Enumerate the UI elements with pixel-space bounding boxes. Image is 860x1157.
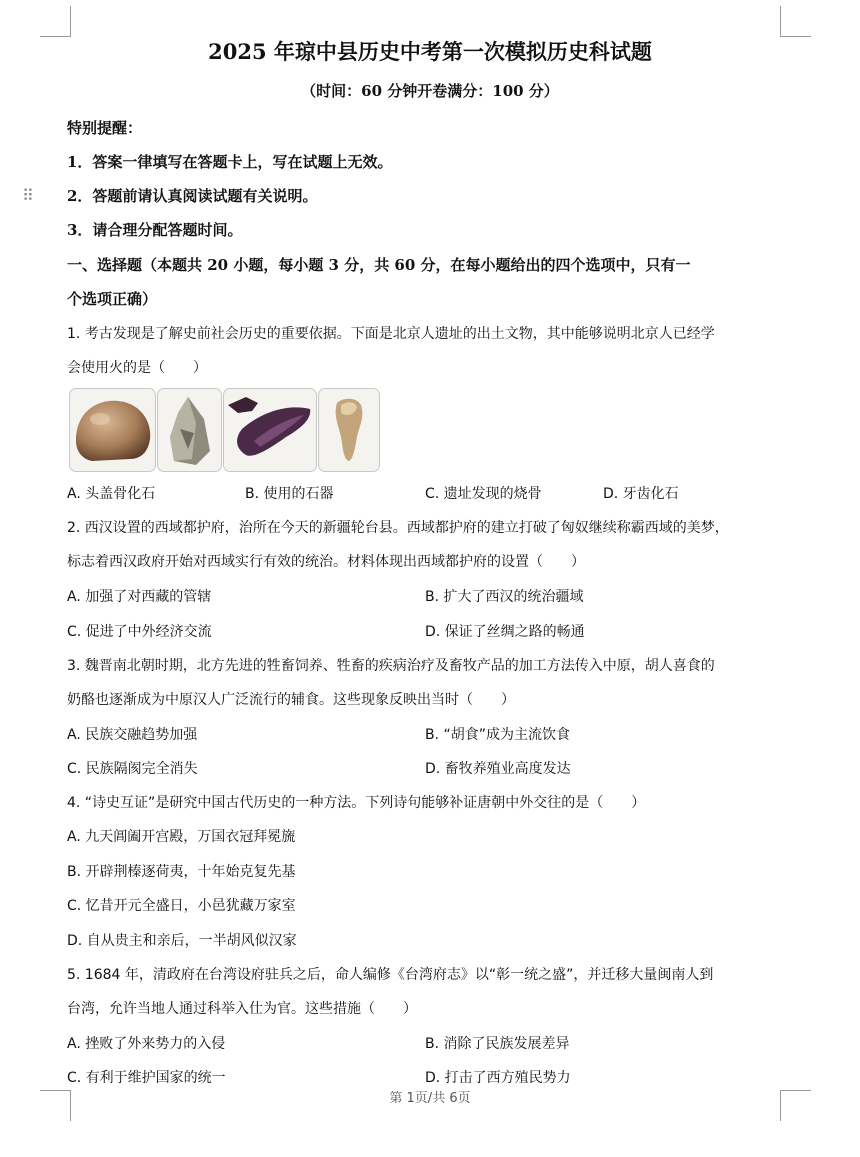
- q1-option-b[interactable]: B. 使用的石器: [245, 486, 334, 502]
- question-5-text-cont: 台湾，允许当地人通过科举入仕为官。这些措施（ ）: [67, 1001, 417, 1017]
- q5-option-d[interactable]: D. 打击了西方殖民势力: [425, 1070, 571, 1086]
- q4-option-d[interactable]: D. 自从贵主和亲后，一半胡风似汉家: [67, 933, 297, 949]
- q5-option-b[interactable]: B. 消除了民族发展差异: [425, 1036, 570, 1052]
- q3-option-c[interactable]: C. 民族隔阂完全消失: [67, 761, 198, 777]
- question-3-text: 3. 魏晋南北朝时期，北方先进的牲畜饲养、牲畜的疾病治疗及畜牧产品的加工方法传入中原，胡人喜食的: [67, 658, 715, 674]
- question-3-text-cont: 奶酪也逐渐成为中原汉人广泛流行的辅食。这些现象反映出当时（ ）: [67, 692, 515, 708]
- q1-option-c[interactable]: C. 遗址发现的烧骨: [425, 486, 542, 502]
- note-item: 1．答案一律填写在答题卡上，写在试题上无效。: [67, 153, 393, 171]
- q4-option-c[interactable]: C. 忆昔开元全盛日，小邑犹藏万家室: [67, 898, 296, 914]
- q4-option-b[interactable]: B. 开辟荆榛逐荷夷，十年始克复先基: [67, 864, 296, 880]
- burnt-bone-image: [223, 388, 317, 472]
- q4-option-a[interactable]: A. 九天阊阖开宫殿，万国衣冠拜冕旒: [67, 829, 296, 845]
- skull-fossil-image: [69, 388, 156, 472]
- question-5-text: 5. 1684 年，清政府在台湾设府驻兵之后，命人编修《台湾府志》以“彰一统之盛”，并迁移大量闽南人到: [67, 967, 714, 983]
- question-4-text: 4. “诗史互证”是研究中国古代历史的一种方法。下列诗句能够补证唐朝中外交往的是（ ）: [67, 795, 646, 811]
- q2-option-a[interactable]: A. 加强了对西藏的管辖: [67, 589, 212, 605]
- tooth-fossil-image: [318, 388, 380, 472]
- note-item: 3．请合理分配答题时间。: [67, 221, 243, 239]
- q2-option-b[interactable]: B. 扩大了西汉的统治疆域: [425, 589, 584, 605]
- section-heading-cont: 个选项正确）: [67, 290, 158, 308]
- question-1-text: 1. 考古发现是了解史前社会历史的重要依据。下面是北京人遗址的出土文物，其中能够说明北京人已经学: [67, 326, 715, 342]
- exam-time-info: （时间：60 分钟开卷满分：100 分）: [301, 82, 559, 100]
- drag-handle-icon[interactable]: ⠿: [22, 186, 32, 205]
- q1-option-a[interactable]: A. 头盖骨化石: [67, 486, 156, 502]
- page-corner-mark: [780, 6, 811, 37]
- q3-option-d[interactable]: D. 畜牧养殖业高度发达: [425, 761, 571, 777]
- stone-tool-image: [157, 388, 222, 472]
- q1-option-d[interactable]: D. 牙齿化石: [603, 486, 679, 502]
- question-2-text-cont: 标志着西汉政府开始对西域实行有效的统治。材料体现出西域都护府的设置（ ）: [67, 554, 585, 570]
- page-number: 第 1页/共 6页: [389, 1091, 471, 1106]
- question-2-text: 2. 西汉设置的西域都护府，治所在今天的新疆轮台县。西域都护府的建立打破了匈奴继续称霸西域的美梦，: [67, 520, 729, 536]
- q5-option-a[interactable]: A. 挫败了外来势力的入侵: [67, 1036, 226, 1052]
- note-item: 2．答题前请认真阅读试题有关说明。: [67, 187, 318, 205]
- section-heading: 一、选择题（本题共 20 小题，每小题 3 分，共 60 分，在每小题给出的四个选项中，只有一: [67, 256, 691, 274]
- q2-option-d[interactable]: D. 保证了丝绸之路的畅通: [425, 624, 585, 640]
- q3-option-b[interactable]: B. “胡食”成为主流饮食: [425, 727, 571, 743]
- page-corner-mark: [40, 6, 71, 37]
- question-1-text-cont: 会使用火的是（ ）: [67, 360, 207, 376]
- q5-option-c[interactable]: C. 有利于维护国家的统一: [67, 1070, 226, 1086]
- notes-heading: 特别提醒：: [67, 119, 143, 137]
- q3-option-a[interactable]: A. 民族交融趋势加强: [67, 727, 198, 743]
- page-title: 2025 年琼中县历史中考第一次模拟历史科试题: [208, 39, 652, 64]
- q2-option-c[interactable]: C. 促进了中外经济交流: [67, 624, 212, 640]
